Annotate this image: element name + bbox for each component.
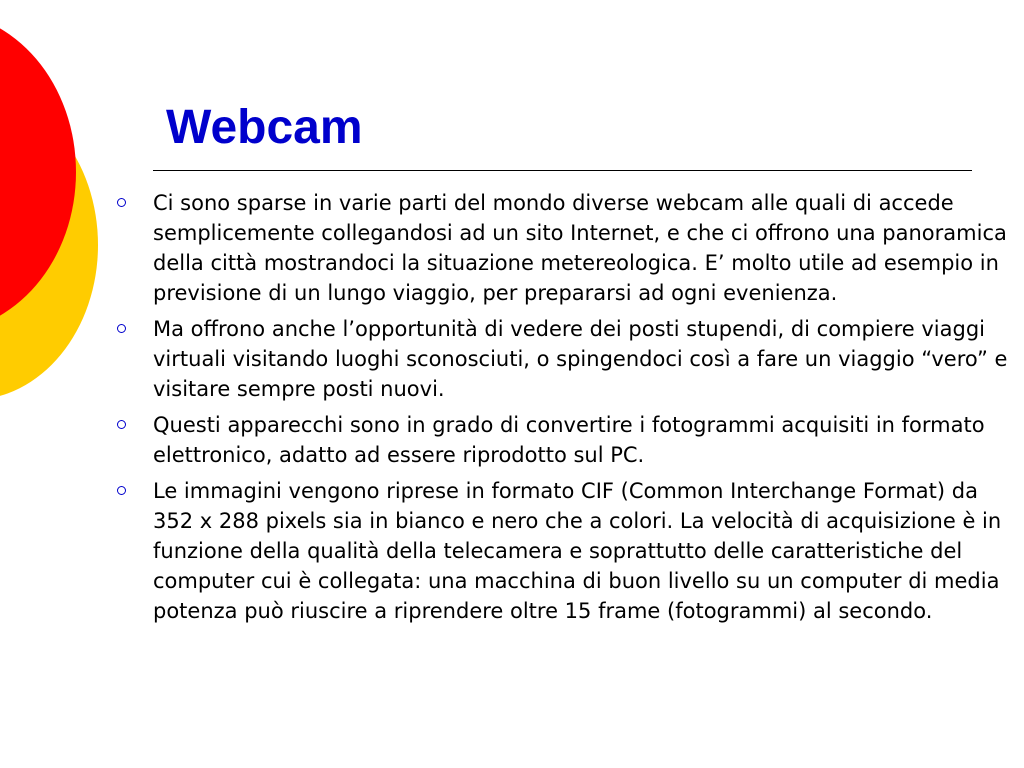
hollow-circle-bullet-icon — [117, 486, 126, 495]
slide-title: Webcam — [166, 101, 363, 154]
title-divider — [153, 170, 972, 171]
bullet-text: Le immagini vengono riprese in formato CIF (Common Interchange Format) da 352 x 288 pixels sia in bianco e nero che a colori. La velocità di acquisizione è in funzione della qualità della telecamera e soprattutto delle caratteristiche del computer cui è collegata: una macchina di buon livello su un computer di media potenza può riuscire a riprendere oltre 15 frame (fotogrammi) al secondo. — [153, 479, 1002, 623]
bullet-item — [153, 476, 1015, 626]
bullet-item — [153, 410, 1015, 470]
bullet-text: Questi apparecchi sono in grado di convertire i fotogrammi acquisiti in formato elettronico, adatto ad essere riprodotto sul PC. — [153, 413, 985, 467]
bullet-item — [153, 188, 1015, 308]
hollow-circle-bullet-icon — [117, 420, 126, 429]
bullet-item — [153, 314, 1015, 404]
bullet-text: Ma offrono anche l’opportunità di vedere dei posti stupendi, di compiere viaggi virtuali visitando luoghi sconosciuti, o spingendoci così a fare un viaggio “vero” e visitare sempre posti nuovi. — [153, 317, 1008, 401]
bullet-list — [153, 188, 1015, 632]
hollow-circle-bullet-icon — [117, 198, 126, 207]
bullet-text: Ci sono sparse in varie parti del mondo diverse webcam alle quali di accede semplicemente collegandosi ad un sito Internet, e che ci offrono una panoramica della città mostrandoci la situazione metereologica. E’ molto utile ad esempio in previsione di un lungo viaggio, per prepararsi ad ogni evenienza. — [153, 191, 1007, 305]
hollow-circle-bullet-icon — [117, 324, 126, 333]
